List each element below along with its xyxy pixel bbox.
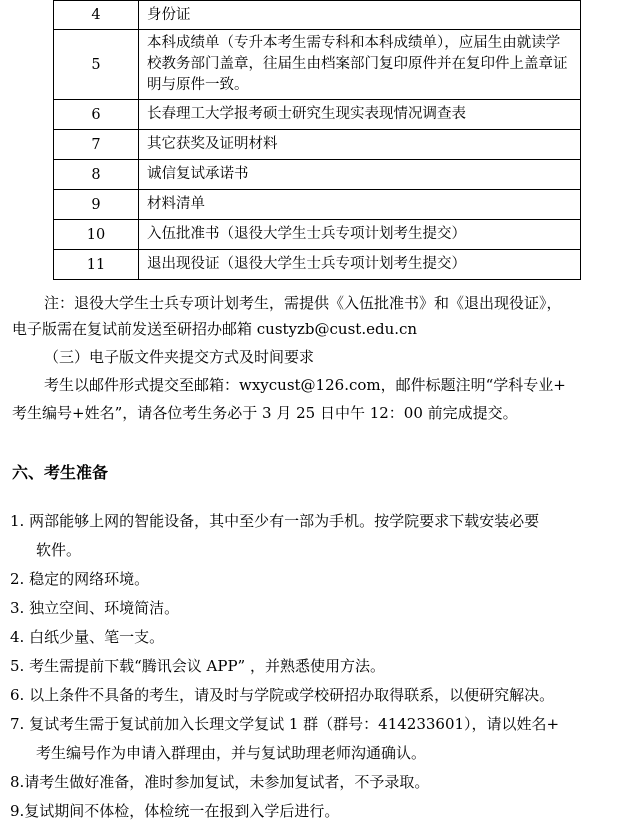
row-number: 6 [54,100,139,130]
row-text: 身份证 [139,1,581,30]
list-item [10,768,625,797]
list-item-text: 2. 稳定的网络环境。 [10,570,150,588]
row-number: 8 [54,160,139,190]
row-text: 入伍批准书（退役大学生士兵专项计划考生提交） [139,220,581,250]
materials-table [53,0,581,280]
note-line-2: 电子版需在复试前发送至研招办邮箱 custyzb@cust.edu.cn [12,320,418,338]
table-row [54,130,581,160]
list-item-text: 9.复试期间不体检，体检统一在报到入学后进行。 [10,802,340,820]
prep-list [10,507,625,826]
list-item-text: 6. 以上条件不具备的考生，请及时与学院或学校研招办取得联系，以便研究解决。 [10,686,555,704]
list-item [10,565,625,594]
table-row [54,100,581,130]
table-row [54,30,581,100]
list-item [10,507,625,565]
list-item [10,710,625,768]
row-number: 11 [54,250,139,280]
row-text: 本科成绩单（专升本考生需专科和本科成绩单），应届生由就读学校教务部门盖章，往届生由档案部门复印原件并在复印件上盖章证明与原件一致。 [139,30,581,100]
section-3-title: （三）电子版文件夹提交方式及时间要求 [44,348,315,366]
row-number: 10 [54,220,139,250]
row-number: 7 [54,130,139,160]
row-number: 9 [54,190,139,220]
list-item-text: 3. 独立空间、环境简洁。 [10,599,180,617]
row-text: 其它获奖及证明材料 [139,130,581,160]
row-text: 诚信复试承诺书 [139,160,581,190]
list-item-text: 8.请考生做好准备，准时参加复试，未参加复试者，不予录取。 [10,773,430,791]
table-row [54,220,581,250]
table-row [54,1,581,30]
list-item [10,681,625,710]
list-item [10,594,625,623]
note-line-1: 注：退役大学生士兵专项计划考生，需提供《入伍批准书》和《退出现役证》， [44,294,562,312]
table-row [54,250,581,280]
table-row [54,160,581,190]
list-item-continuation: 软件。 [36,541,82,559]
list-item-text: 7. 复试考生需于复试前加入长理文学复试 1 群（群号：414233601），请以姓名+ [10,715,560,733]
row-number: 5 [54,30,139,100]
table-row [54,190,581,220]
list-item [10,623,625,652]
row-text: 长春理工大学报考硕士研究生现实表现情况调查表 [139,100,581,130]
list-item [10,797,625,826]
section-6-heading: 六、考生准备 [12,463,109,482]
list-item-continuation: 考生编号作为申请入群理由，并与复试助理老师沟通确认。 [36,744,427,762]
submit-line-1: 考生以邮件形式提交至邮箱：wxycust@126.com，邮件标题注明“学科专业+ [44,376,566,394]
list-item [10,652,625,681]
row-text: 退出现役证（退役大学生士兵专项计划考生提交） [139,250,581,280]
row-text: 材料清单 [139,190,581,220]
list-item-text: 4. 白纸少量、笔一支。 [10,628,165,646]
row-number: 4 [54,1,139,30]
submit-line-2: 考生编号+姓名”，请各位考生务必于 3 月 25 日中午 12：00 前完成提交。 [12,404,518,422]
list-item-text: 5. 考生需提前下载“腾讯会议 APP” ，并熟悉使用方法。 [10,657,385,675]
list-item-text: 1. 两部能够上网的智能设备，其中至少有一部为手机。按学院要求下载安装必要 [10,512,540,530]
